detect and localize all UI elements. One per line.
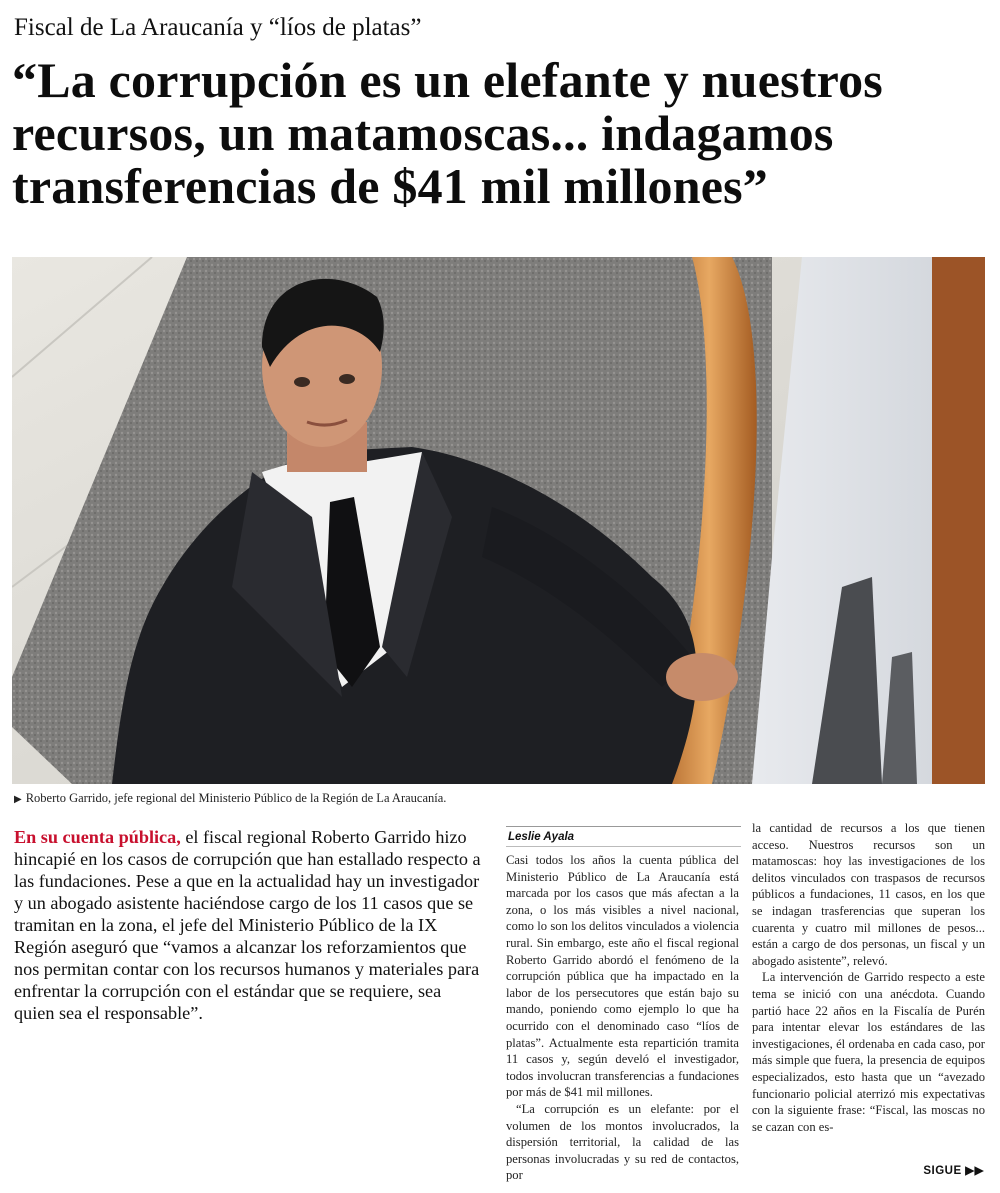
continue-link[interactable]: SIGUE ▶▶	[923, 1165, 984, 1177]
lead-text: el fiscal regional Roberto Garrido hizo hincapié en los casos de corrupción que han estallado respecto a las fundaciones. Pese a que en la actualidad hay un investigador y un abogado asistente haciéndose cargo de los 11 casos que se tramitan en la zona, el jefe del Ministerio Público de la IX Región aseguró que “vamos a alcanzar los reforzamientos que nos permitan contar con los recursos humanos y materiales para enfrentar la corrupción con el estándar que se requiere, sea quien sea el responsable”.	[14, 827, 481, 1023]
kicker: Fiscal de La Araucanía y “líos de platas”	[14, 14, 422, 41]
body-column-2	[752, 820, 985, 1135]
body-column-1	[506, 852, 739, 1184]
caption-text: Roberto Garrido, jefe regional del Ministerio Público de la Región de La Araucanía.	[25, 791, 447, 805]
lead-highlight: En su cuenta pública,	[14, 827, 181, 847]
caption-marker-icon: ▶	[14, 794, 22, 805]
portrait-photo-icon	[12, 257, 985, 784]
lead-paragraph	[14, 826, 484, 1024]
article-photo	[12, 257, 985, 784]
byline: Leslie Ayala	[506, 826, 741, 847]
headline: “La corrupción es un elefante y nuestros recursos, un matamoscas... indagamos transferencias de $41 mil millones”	[12, 52, 883, 214]
photo-caption	[14, 791, 446, 806]
body-paragraph: La intervención de Garrido respecto a este tema se inició con una anécdota. Cuando partió hace 22 años en la Fiscalía de Purén para intentar elevar los estándares de las investigaciones, él ordenaba en cada caso, por más simple que fuera, la presencia de equipos especializados, esto hasta que un “avezado funcionario policial aterrizó mis expectativas con la siguiente frase: “Fiscal, las moscas no se cazan con es-	[752, 970, 985, 1134]
body-paragraph: la cantidad de recursos a los que tienen acceso. Nuestros recursos son un matamoscas: hoy las investigaciones de los delitos vinculados con traspasos de recursos públicos a fundaciones, 11 casos, en los que se indagan trasferencias que superan los cuarenta y cuatro mil millones de pesos... están a cargo de dos personas, un fiscal y un abogado asistente”, relevó.	[752, 821, 985, 968]
body-paragraph: “La corrupción es un elefante: por el volumen de los montos involucrados, la dispersión territorial, la calidad de las personas involucradas y su red de contactos, por	[506, 1101, 739, 1183]
body-paragraph: Casi todos los años la cuenta pública del Ministerio Público de La Araucanía está marcada por los casos que más afectan a la zona, o los más visibles a nivel nacional, como lo son los delitos vinculados a violencia rural. Sin embargo, este año el fiscal regional Roberto Garrido abordó el fenómeno de la corrupción pública que ha impactado en la labor de los persecutores que están bajo su mando, poniendo como ejemplo lo que ha ocurrido con el denominado caso “líos de platas”. Actualmente esta repartición tramita 11 casos y, según develó el investigador, todos involucran transferencias a fundaciones por más de $41 mil millones.	[506, 853, 739, 1100]
